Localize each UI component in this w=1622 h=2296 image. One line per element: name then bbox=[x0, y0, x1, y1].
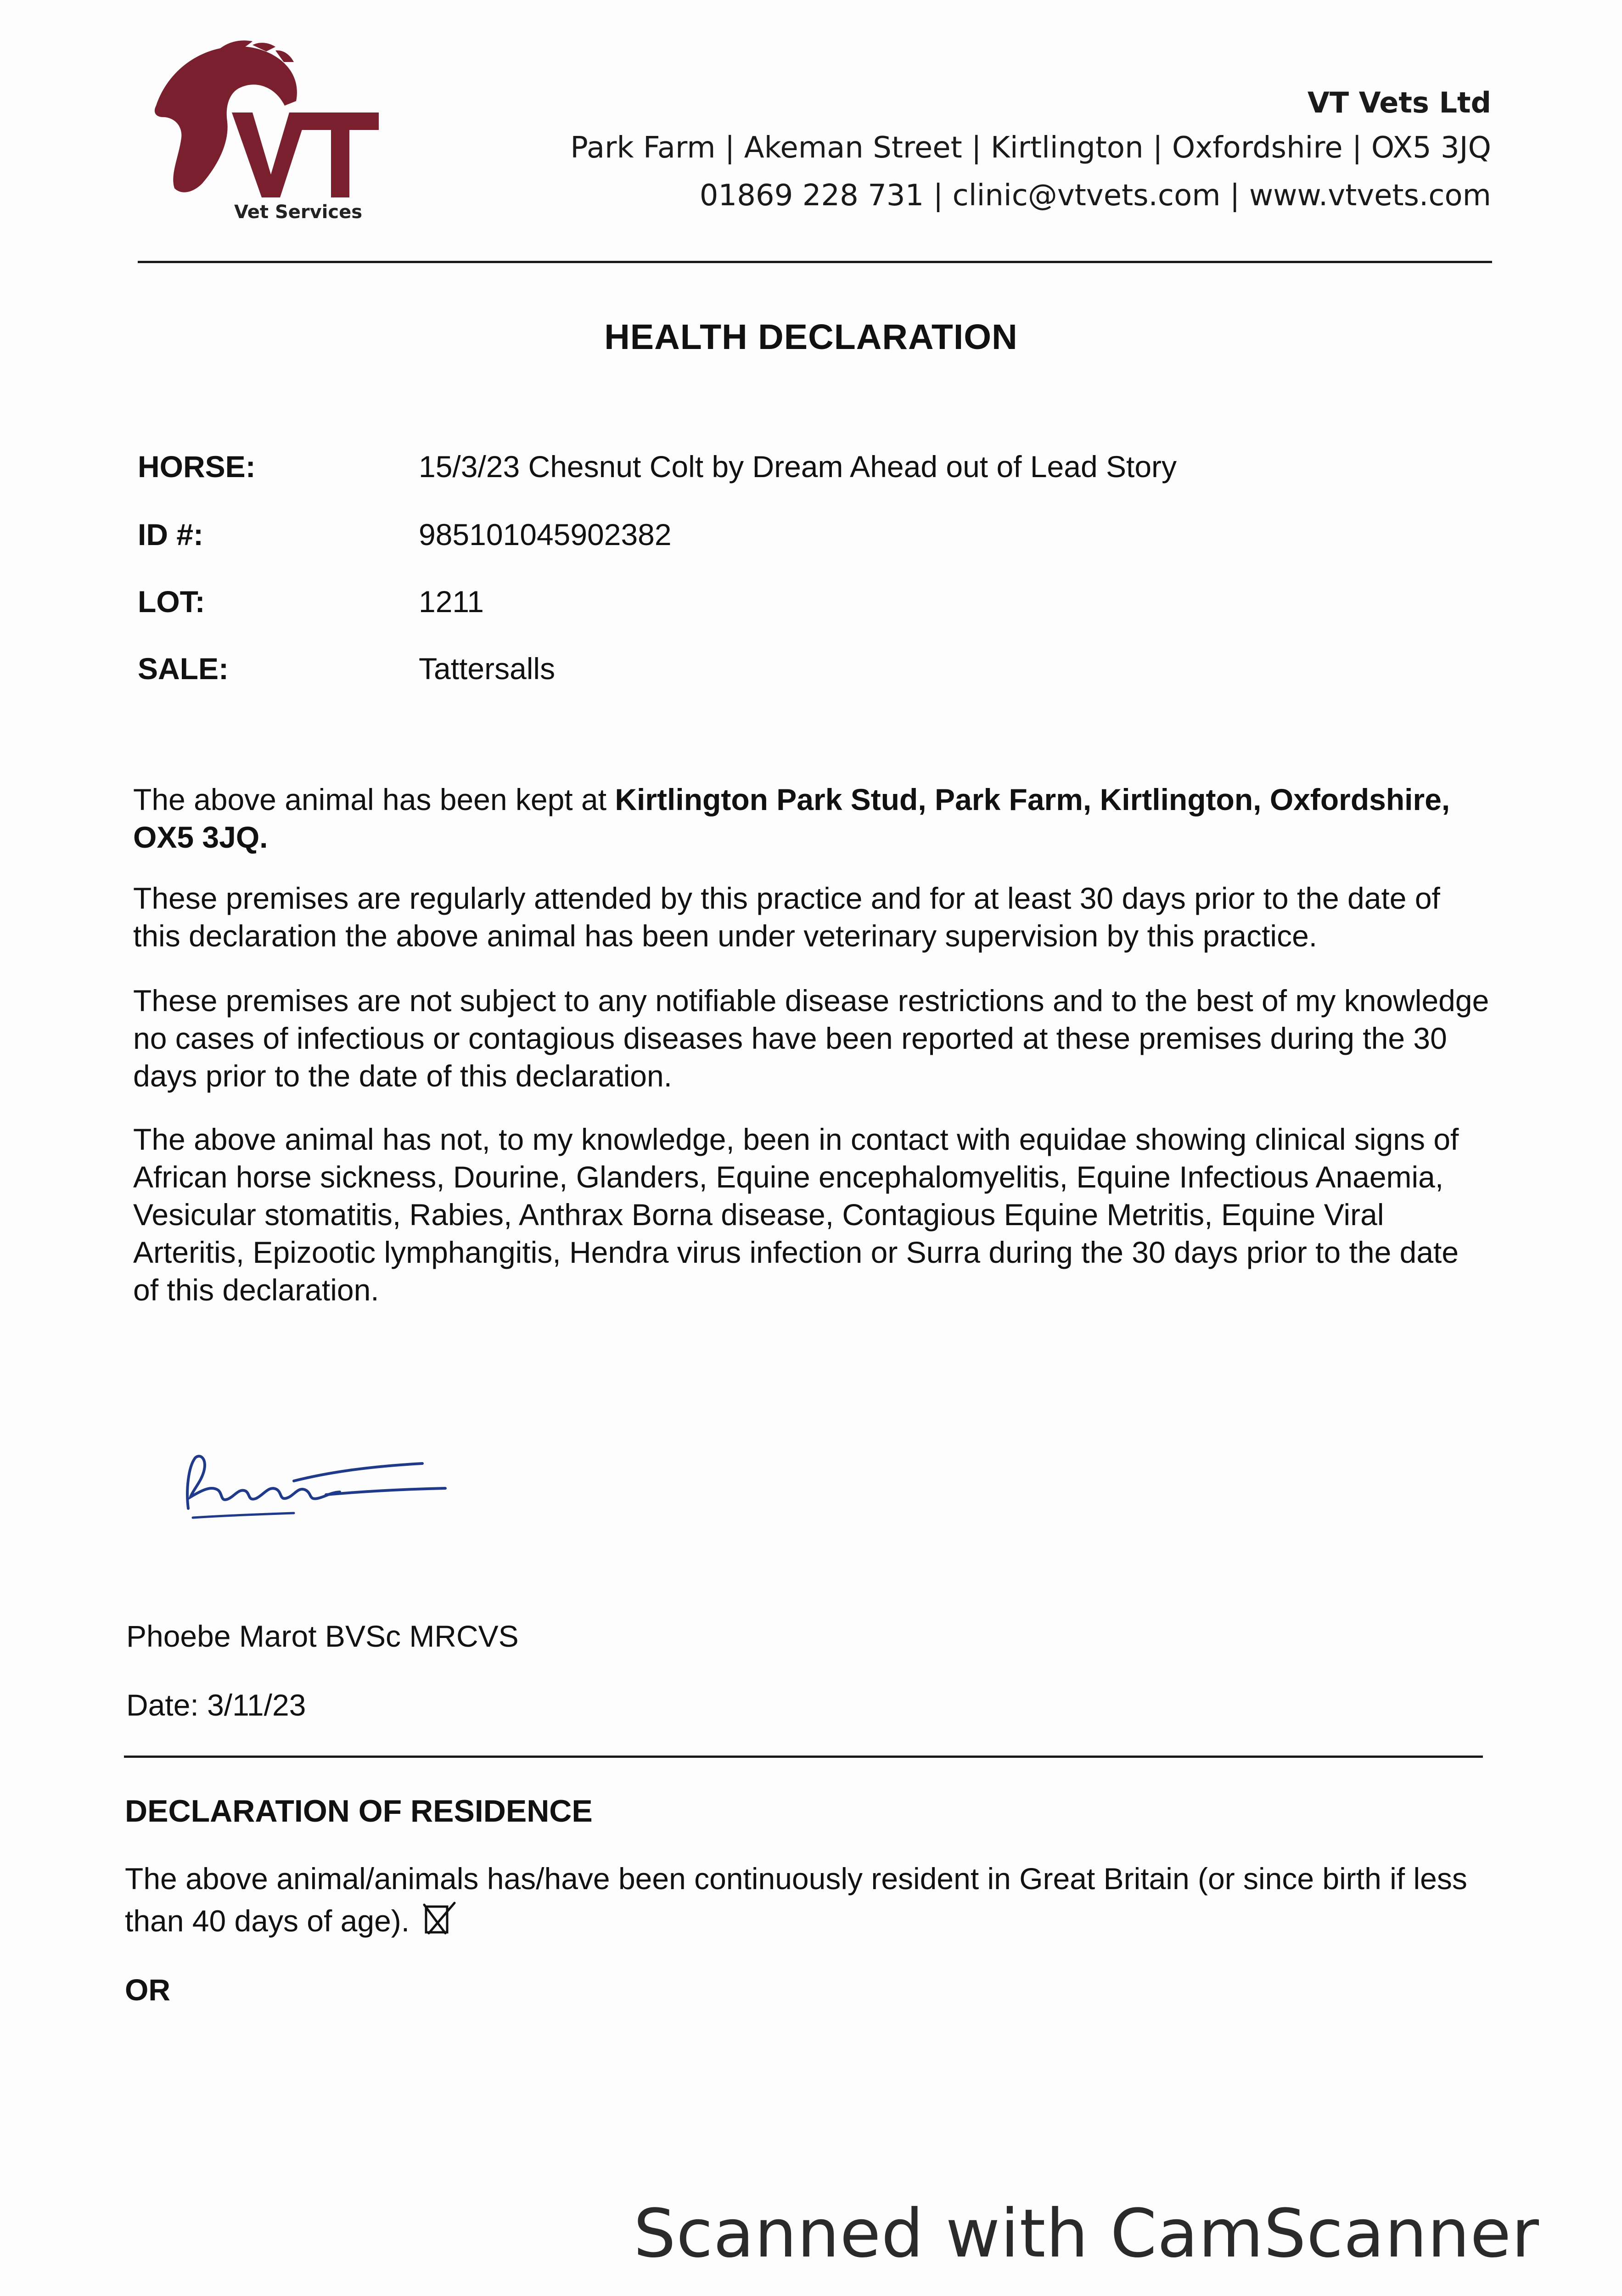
residence-title: DECLARATION OF RESIDENCE bbox=[125, 1794, 593, 1829]
field-label: ID #: bbox=[138, 518, 204, 551]
field-label: LOT: bbox=[138, 585, 205, 619]
vt-logo bbox=[138, 37, 395, 225]
field-label: SALE: bbox=[138, 652, 229, 686]
paragraph-supervision: These premises are regularly attended by this practice and for at least 30 days prior to the date of this declaration the above animal has been under veterinary supervision by this practice. bbox=[133, 881, 1440, 953]
paragraph-no-contact: The above animal has not, to my knowledge, been in contact with equidae showing clinical signs of African horse sickness, Dourine, Glanders, Equine encephalomyelitis, Equine Infectious Anaemia, Vesicular stomatitis, Rabies, Anthrax Borna disease, Contagious Equine Metritis, Equine Viral Arteritis, Epizootic lymphangitis, Hendra virus infection or Surra during the 30 days prior to the date of this declaration. bbox=[133, 1122, 1459, 1307]
residence-text: The above animal/animals has/have been continuously resident in Great Britain (or since birth if less than 40 days of age). bbox=[125, 1862, 1467, 1938]
signature-image bbox=[174, 1440, 459, 1527]
header-divider bbox=[138, 261, 1492, 263]
company-block bbox=[570, 82, 1491, 219]
field-value: 985101045902382 bbox=[419, 518, 672, 551]
or-label: OR bbox=[125, 1973, 170, 2007]
logo-subtitle: Vet Services bbox=[234, 202, 363, 223]
premises-address: Kirtlington Park Stud, Park Farm, Kirtlington, Oxfordshire, OX5 3JQ. bbox=[133, 782, 1450, 854]
field-value: 1211 bbox=[419, 585, 484, 619]
company-name: VT Vets Ltd bbox=[1307, 86, 1491, 119]
field-label: HORSE: bbox=[138, 450, 256, 484]
paragraph-text: The above animal has been kept at bbox=[133, 782, 615, 816]
scanner-watermark: Scanned with CamScanner bbox=[633, 2195, 1539, 2273]
section-divider bbox=[124, 1756, 1483, 1758]
company-address: Park Farm | Akeman Street | Kirtlington | Oxfordshire | OX5 3JQ bbox=[570, 131, 1491, 165]
field-value: 15/3/23 Chesnut Colt by Dream Ahead out of Lead Story bbox=[419, 450, 1177, 484]
residence-statement bbox=[125, 1857, 1484, 1942]
field-value: Tattersalls bbox=[419, 652, 556, 686]
company-contact: 01869 228 731 | clinic@vtvets.com | www.vtvets.com bbox=[699, 179, 1491, 213]
signer-name: Phoebe Marot BVSc MRCVS bbox=[126, 1619, 519, 1653]
declaration-date: Date: 3/11/23 bbox=[126, 1688, 306, 1722]
document-title: HEALTH DECLARATION bbox=[604, 317, 1018, 357]
field-horse bbox=[138, 449, 1469, 495]
checked-box-icon bbox=[422, 1900, 459, 1937]
field-id bbox=[138, 517, 1469, 563]
field-sale bbox=[138, 651, 1469, 697]
paragraph-premises-location bbox=[133, 781, 1492, 856]
paragraph-no-restrictions: These premises are not subject to any notifiable disease restrictions and to the best of my knowledge no cases of infectious or contagious diseases have been reported at these premises during the 30 days prior to the date of this declaration. bbox=[133, 984, 1489, 1093]
field-lot bbox=[138, 584, 1469, 630]
